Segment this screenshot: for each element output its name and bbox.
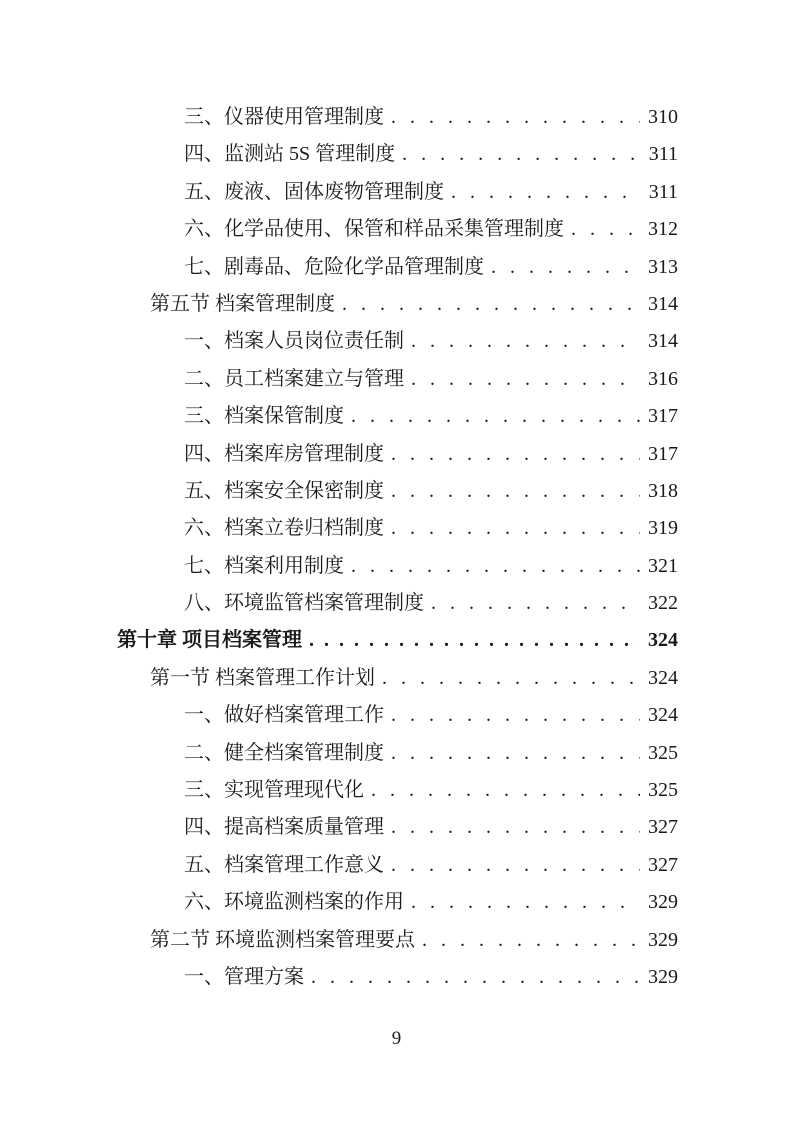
toc-entry-page: 324 (648, 666, 678, 689)
toc-entry-label: 二、健全档案管理制度 (184, 741, 384, 764)
toc-entry-label: 二、员工档案建立与管理 (184, 367, 404, 390)
toc-entry-label: 四、监测站 5S 管理制度 (184, 143, 396, 166)
toc-leader-dots (351, 548, 640, 585)
toc-leader-dots (411, 884, 640, 921)
toc-entry-label: 六、环境监测档案的作用 (184, 891, 404, 914)
toc-entry-page: 327 (648, 853, 678, 876)
toc-entry-1[interactable] (117, 136, 678, 173)
toc-leader-dots (402, 136, 641, 173)
toc-leader-dots (411, 323, 640, 360)
toc-leader-dots (391, 735, 640, 772)
toc-entry-17[interactable] (117, 735, 678, 772)
toc-entry-label: 一、管理方案 (184, 965, 304, 988)
toc-entry-page: 324 (648, 704, 678, 727)
toc-entry-label: 一、档案人员岗位责任制 (184, 330, 404, 353)
toc-entry-10[interactable] (117, 473, 678, 510)
toc-leader-dots (342, 286, 640, 323)
toc-entry-page: 325 (648, 741, 678, 764)
toc-entry-page: 312 (648, 218, 678, 241)
toc-leader-dots (491, 249, 640, 286)
toc-entry-19[interactable] (117, 809, 678, 846)
toc-entry-label: 六、档案立卷归档制度 (184, 517, 384, 540)
toc-entry-page: 311 (648, 180, 678, 203)
toc-entry-label: 六、化学品使用、保管和样品采集管理制度 (184, 218, 564, 241)
toc-leader-dots (391, 697, 640, 734)
toc-entry-label: 五、档案安全保密制度 (184, 479, 384, 502)
toc-entry-page: 316 (648, 367, 678, 390)
toc-entry-label: 八、环境监管档案管理制度 (184, 592, 424, 615)
toc-entry-22[interactable] (117, 922, 678, 959)
toc-entry-label: 三、仪器使用管理制度 (184, 106, 384, 128)
toc-leader-dots (422, 922, 640, 959)
toc-entry-page: 324 (648, 629, 678, 652)
toc-entry-16[interactable] (117, 697, 678, 734)
toc-entry-page: 329 (648, 891, 678, 914)
toc-entry-3[interactable] (117, 211, 678, 248)
page-footer (0, 1026, 793, 1052)
toc-entry-page: 311 (648, 143, 678, 166)
toc-entry-page: 322 (648, 592, 678, 615)
toc-entry-page: 314 (648, 330, 678, 353)
toc-entry-label: 第十章 项目档案管理 (117, 629, 302, 652)
toc-entry-page: 319 (648, 517, 678, 540)
toc-leader-dots (391, 847, 640, 884)
toc-entry-9[interactable] (117, 436, 678, 473)
toc-entry-label: 第二节 环境监测档案管理要点 (150, 928, 415, 951)
toc-entry-0[interactable] (117, 99, 678, 136)
toc-leader-dots (351, 398, 640, 435)
toc-leader-dots (371, 772, 640, 809)
toc-entry-page: 317 (648, 442, 678, 465)
toc-entry-2[interactable] (117, 174, 678, 211)
toc-entry-13[interactable] (117, 585, 678, 622)
toc-entry-20[interactable] (117, 847, 678, 884)
toc-leader-dots (451, 174, 641, 211)
toc-entry-page: 329 (648, 965, 678, 988)
toc-entry-8[interactable] (117, 398, 678, 435)
toc-entry-21[interactable] (117, 884, 678, 921)
toc-entry-label: 第一节 档案管理工作计划 (150, 666, 375, 689)
toc-entry-14[interactable] (117, 622, 678, 659)
toc-list (117, 99, 678, 996)
toc-entry-7[interactable] (117, 361, 678, 398)
toc-entry-page: 327 (648, 816, 678, 839)
toc-entry-page: 313 (648, 255, 678, 278)
toc-entry-label: 五、废液、固体废物管理制度 (184, 180, 444, 203)
toc-entry-label: 第五节 档案管理制度 (150, 292, 335, 315)
toc-entry-label: 三、实现管理现代化 (184, 779, 364, 802)
toc-entry-11[interactable] (117, 510, 678, 547)
toc-entry-label: 四、提高档案质量管理 (184, 816, 384, 839)
toc-leader-dots (382, 660, 640, 697)
toc-leader-dots (311, 959, 640, 996)
page-number: 9 (391, 1028, 402, 1049)
toc-entry-label: 一、做好档案管理工作 (184, 704, 384, 727)
toc-entry-23[interactable] (117, 959, 678, 996)
toc-leader-dots (391, 510, 640, 547)
toc-entry-label: 四、档案库房管理制度 (184, 442, 384, 465)
toc-leader-dots (391, 809, 640, 846)
toc-entry-page: 318 (648, 479, 678, 502)
toc-entry-page: 310 (648, 106, 678, 128)
toc-leader-dots (431, 585, 640, 622)
toc-entry-6[interactable] (117, 323, 678, 360)
toc-entry-page: 325 (648, 779, 678, 802)
toc-leader-dots (391, 99, 640, 136)
toc-leader-dots (411, 361, 640, 398)
toc-entry-label: 三、档案保管制度 (184, 405, 344, 428)
toc-entry-page: 321 (648, 554, 678, 577)
toc-leader-dots (309, 622, 640, 659)
toc-entry-label: 七、剧毒品、危险化学品管理制度 (184, 255, 484, 278)
toc-leader-dots (391, 473, 640, 510)
toc-entry-18[interactable] (117, 772, 678, 809)
toc-entry-12[interactable] (117, 548, 678, 585)
toc-entry-5[interactable] (117, 286, 678, 323)
toc-entry-page: 314 (648, 292, 678, 315)
toc-leader-dots (391, 436, 640, 473)
toc-entry-4[interactable] (117, 249, 678, 286)
toc-entry-page: 329 (648, 928, 678, 951)
toc-entry-label: 七、档案利用制度 (184, 554, 344, 577)
toc-entry-page: 317 (648, 405, 678, 428)
toc-entry-label: 五、档案管理工作意义 (184, 853, 384, 876)
toc-leader-dots (571, 211, 640, 248)
toc-entry-15[interactable] (117, 660, 678, 697)
